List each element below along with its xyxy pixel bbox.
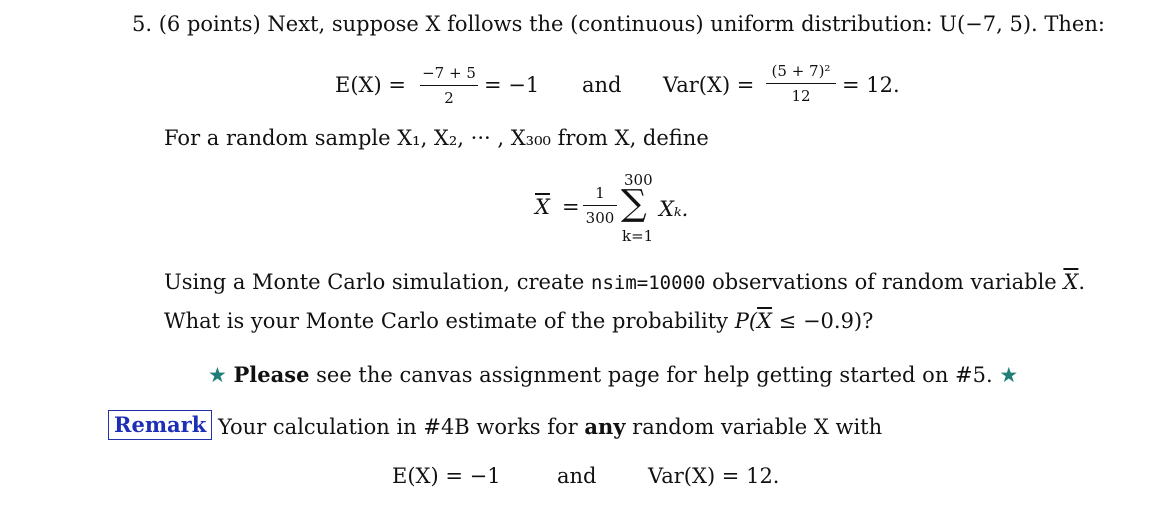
ex-label: E(X) = [335, 73, 406, 97]
nsim-code: nsim=10000 [591, 272, 706, 294]
remark-text [218, 416, 882, 438]
equals-sign: = [562, 195, 580, 219]
mc-xbar: $\overline{X}$ [1063, 270, 1079, 294]
and-word: and [582, 73, 622, 97]
final-and: and [557, 464, 597, 488]
mean-fraction-numerator: 1 [595, 184, 605, 202]
question-text: What is your Monte Carlo estimate of the probability [164, 309, 729, 333]
help-note [208, 364, 1018, 386]
sample-definition: For a random sample X₁, X₂, ··· , X₃₀₀ from X, define [164, 126, 709, 150]
var-fraction-denominator: 12 [791, 87, 811, 105]
var-fraction [766, 62, 836, 105]
remark-text-pre: Your calculation in #4B works for [218, 415, 578, 439]
summation-symbol: ∑ [621, 183, 647, 224]
star-icon: ★ [208, 363, 227, 387]
problem-intro: Next, suppose X follows the (continuous) uniform distribution: U(−7, 5). Then: [267, 12, 1105, 36]
question-p: P( [734, 309, 758, 333]
var-result: = 12. [842, 73, 900, 97]
ex-fraction-numerator: −7 + 5 [422, 64, 476, 82]
question-inequality: ≤ −0.9)? [778, 309, 874, 333]
var-fraction-numerator: (5 + 7)² [771, 62, 831, 80]
mean-fraction-denominator: 300 [585, 209, 615, 227]
remark-text-post: random variable X with [632, 415, 883, 439]
fraction-bar [583, 205, 617, 206]
xbar-symbol: $\overline{X}$ [535, 195, 550, 219]
summand: Xₖ. [659, 197, 689, 221]
final-var: Var(X) = 12. [648, 464, 780, 488]
ex-fraction-denominator: 2 [444, 89, 454, 107]
sum-upper-limit: 300 [624, 171, 653, 189]
ex-result: = −1 [484, 73, 540, 97]
mc-text-pre: Using a Monte Carlo simulation, create [164, 270, 585, 294]
remark-label-box: Remark [108, 410, 212, 440]
remark-bold: any [584, 414, 626, 439]
problem-statement [132, 14, 1105, 35]
question-xbar: $\overline{X}$ [757, 309, 772, 333]
monte-carlo-instruction [164, 272, 1085, 293]
problem-points: (6 points) [158, 12, 261, 36]
star-icon: ★ [999, 363, 1019, 387]
problem-number: 5. [132, 12, 153, 36]
probability-question [164, 311, 873, 332]
fraction-bar [766, 83, 836, 84]
help-bold: Please [233, 362, 310, 387]
mc-period: . [1078, 270, 1086, 294]
ex-fraction [420, 64, 478, 107]
mc-text-post: observations of random variable [712, 270, 1057, 294]
sum-lower-limit: k=1 [622, 227, 654, 245]
help-text: see the canvas assignment page for help getting started on #5. [316, 363, 993, 387]
var-label: Var(X) = [663, 73, 755, 97]
mean-fraction [583, 184, 617, 227]
final-ex: E(X) = −1 [392, 464, 501, 488]
fraction-bar [420, 85, 478, 86]
